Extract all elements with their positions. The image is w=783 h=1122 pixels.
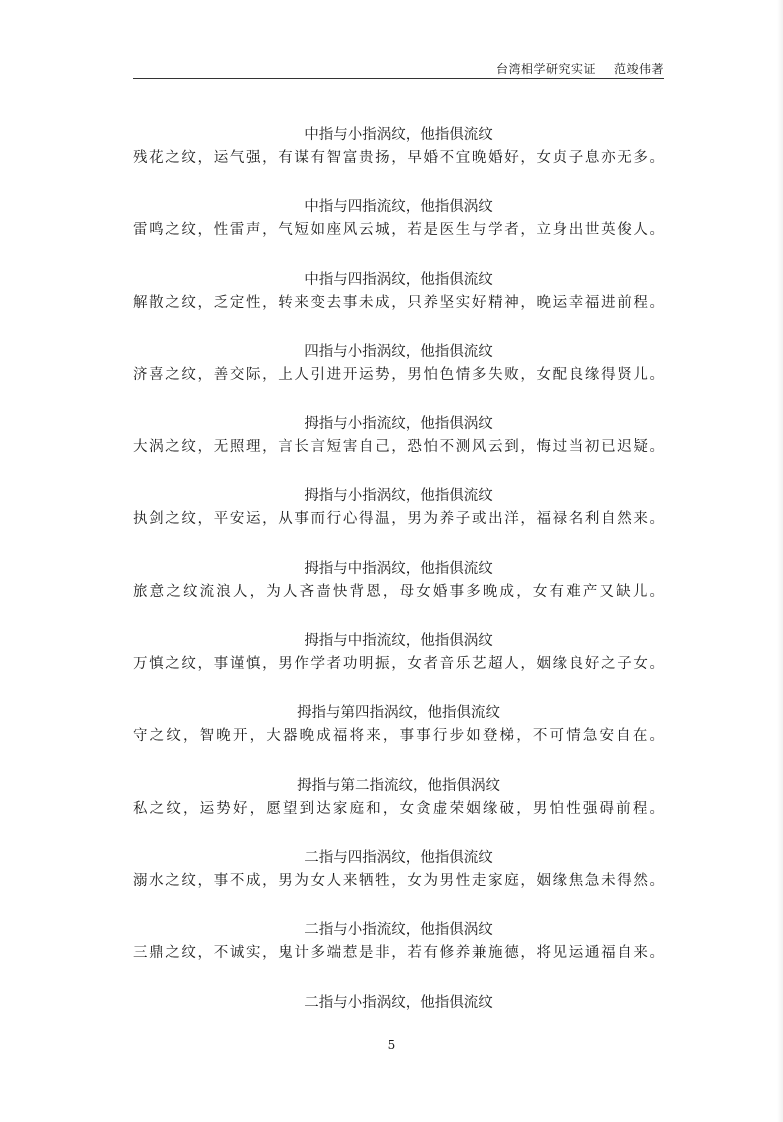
entry-verse: 雷鸣之纹，性雷声，气短如座风云城，若是医生与学者，立身出世英俊人。 xyxy=(133,222,664,239)
entry-title: 中指与小指涡纹，他指俱流纹 xyxy=(304,127,493,143)
entry-verse: 万慎之纹，事谨慎，男作学者功明振，女者音乐艺超人，姻缘良好之子女。 xyxy=(133,656,664,673)
entry xyxy=(0,849,783,921)
entry-verse: 守之纹，智晚开，大器晚成福将来，事事行步如登梯，不可情急安自在。 xyxy=(133,728,664,745)
entry xyxy=(0,271,783,343)
entry-verse: 溺水之纹，事不成，男为女人来牺牲，女为男性走家庭，姻缘焦急未得然。 xyxy=(133,872,664,889)
entry-verse: 济喜之纹，善交际，上人引进开运势，男怕色情多失败，女配良缘得贤儿。 xyxy=(133,366,664,383)
entry xyxy=(0,632,783,704)
entry-title: 拇指与中指涡纹，他指俱流纹 xyxy=(304,560,493,577)
entry-title: 二指与四指涡纹，他指俱流纹 xyxy=(304,849,493,866)
entry-verse: 解散之纹，乏定性，转来变去事未成，只养坚实好精神，晚运幸福进前程。 xyxy=(133,294,664,311)
entry-title: 中指与四指涡纹，他指俱流纹 xyxy=(304,271,493,288)
book-title: 台湾相学研究实证 xyxy=(495,62,596,76)
entry xyxy=(0,994,783,1066)
entry-title: 中指与四指流纹，他指俱涡纹 xyxy=(304,199,493,216)
entry xyxy=(0,560,783,632)
entry xyxy=(0,415,783,487)
entry-title: 二指与小指流纹，他指俱涡纹 xyxy=(304,922,493,939)
entry-title: 拇指与第四指涡纹，他指俱流纹 xyxy=(297,705,500,722)
entry xyxy=(0,704,783,776)
entry-title: 四指与小指涡纹，他指俱流纹 xyxy=(304,343,493,360)
entry xyxy=(0,921,783,993)
entry xyxy=(0,343,783,415)
entry-title: 拇指与小指流纹，他指俱涡纹 xyxy=(304,416,493,433)
entry xyxy=(0,777,783,849)
entry-verse: 残花之纹，运气强，有谋有智富贵扬，早婚不宜晚婚好，女贞子息亦无多。 xyxy=(133,150,664,166)
entry xyxy=(0,198,783,270)
entry-title: 二指与小指涡纹，他指俱流纹 xyxy=(304,994,493,1011)
entry-title: 拇指与小指涡纹，他指俱流纹 xyxy=(304,488,493,505)
running-header xyxy=(0,60,664,77)
entry-verse: 旅意之纹流浪人，为人吝啬快背恩，母女婚事多晚成，女有难产又缺儿。 xyxy=(133,583,664,600)
entry-list xyxy=(0,126,783,1066)
book-author: 范竣伟著 xyxy=(613,62,664,76)
entry-verse: 私之纹，运势好，愿望到达家庭和，女贪虚荣姻缘破，男怕性强碍前程。 xyxy=(133,800,664,817)
entry-title: 拇指与第二指流纹，他指俱涡纹 xyxy=(297,777,500,794)
entry xyxy=(0,126,783,198)
page-number: 5 xyxy=(387,1038,396,1052)
entry xyxy=(0,487,783,559)
entry-title: 拇指与中指流纹，他指俱涡纹 xyxy=(304,633,493,650)
entry-verse: 执剑之纹，平安运，从事而行心得温，男为养子或出洋，福禄名利自然来。 xyxy=(133,511,664,528)
entry-verse: 大涡之纹，无照理，言长言短害自己，恐怕不测风云到，悔过当初已迟疑。 xyxy=(133,439,664,456)
entry-verse: 三鼎之纹，不诚实，鬼计多端惹是非，若有修养兼施德，将见运通福自来。 xyxy=(133,945,664,962)
header-rule xyxy=(133,78,664,79)
